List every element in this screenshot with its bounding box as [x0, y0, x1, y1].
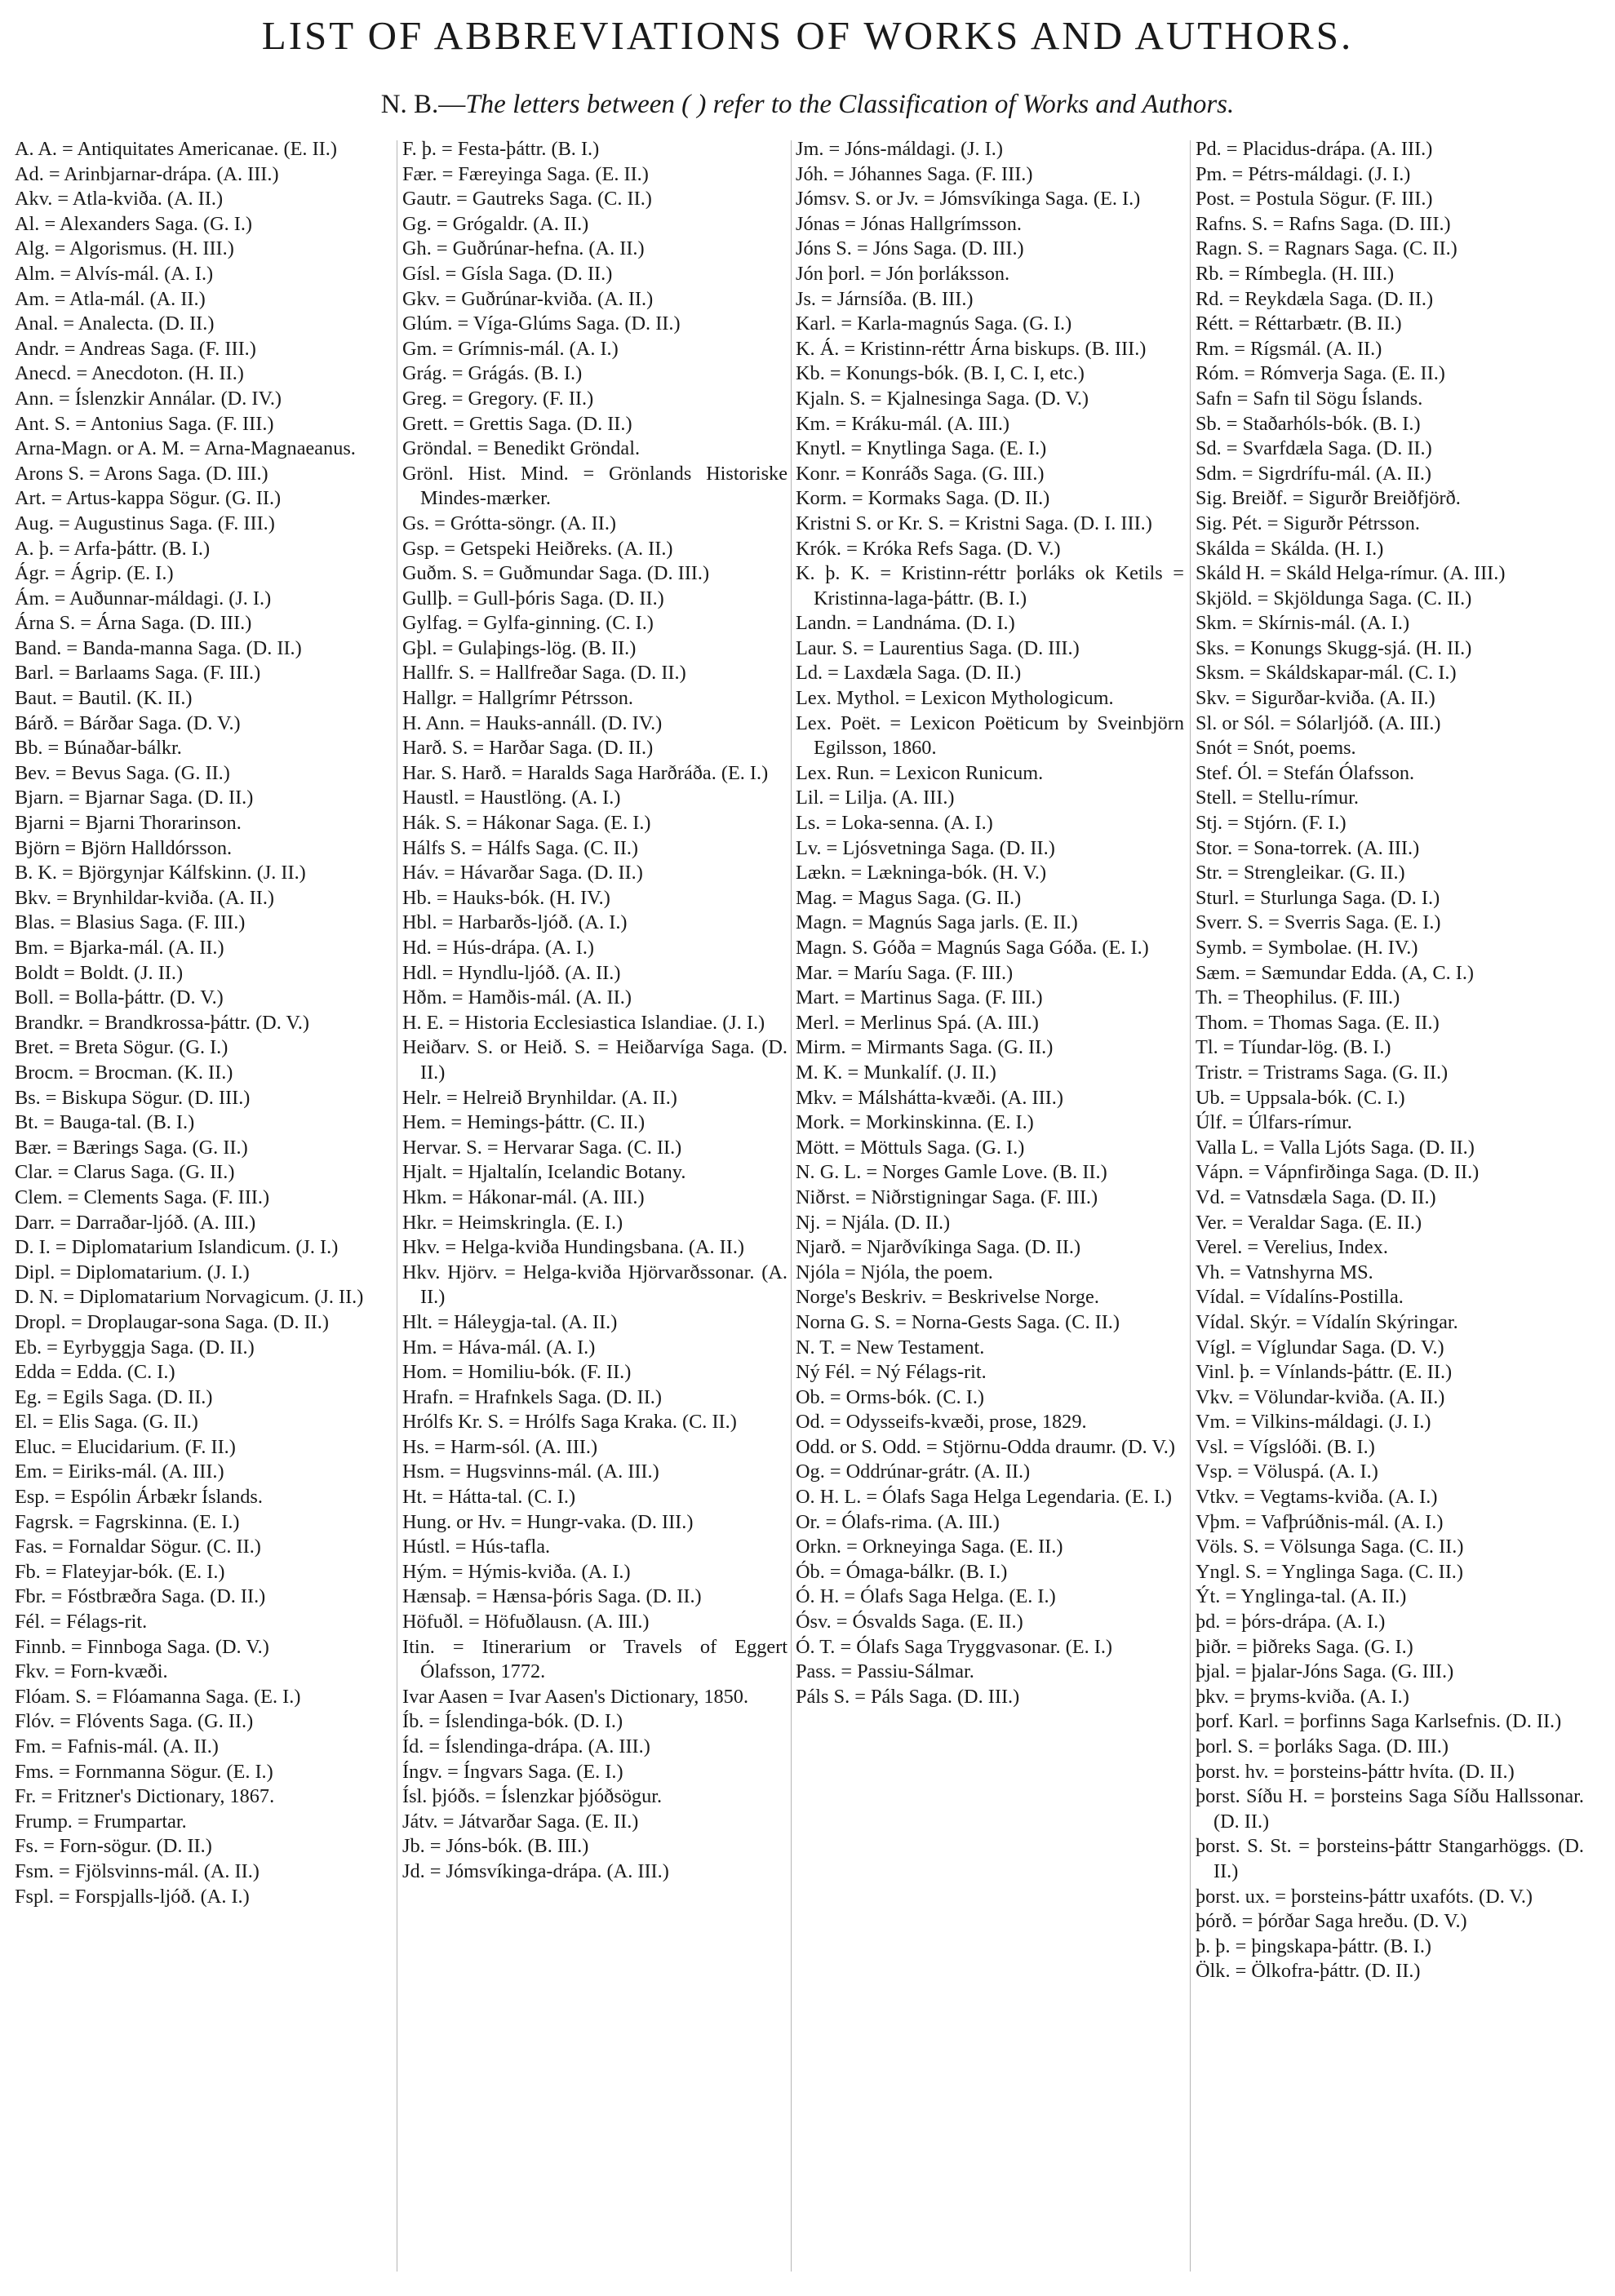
abbreviation-entry: Mag. = Magus Saga. (G. II.) [796, 886, 1022, 909]
abbreviation-entry: Skáld H. = Skáld Helga-rímur. (A. III.) [1196, 562, 1506, 585]
abbreviation-entry: Hðm. = Hamðis-mál. (A. II.) [402, 986, 632, 1009]
abbreviation-entry: Anecd. = Anecdoton. (H. II.) [15, 362, 244, 385]
abbreviation-entry: Brandkr. = Brandkrossa-þáttr. (D. V.) [15, 1011, 310, 1034]
abbreviation-entry: Dipl. = Diplomatarium. (J. I.) [15, 1261, 250, 1283]
abbreviation-entry: Heiðarv. S. or Heið. S. = Heiðarvíga Saga. (D. II.) [402, 1036, 788, 1084]
column-rule [791, 140, 792, 2272]
abbreviation-entry: Ó. T. = Ólafs Saga Tryggvasonar. (E. I.) [796, 1635, 1113, 1658]
abbreviation-entry: Merl. = Merlinus Spá. (A. III.) [796, 1011, 1039, 1034]
abbreviation-entry: Hd. = Hús-drápa. (A. I.) [402, 937, 595, 959]
abbreviation-entry: Art. = Artus-kappa Sögur. (G. II.) [15, 487, 282, 510]
abbreviation-entry: K. þ. K. = Kristinn-réttr þorláks ok Ketils = Kristinna-laga-þáttr. (B. I.) [796, 562, 1184, 609]
abbreviation-entry: Vh. = Vatnshyrna MS. [1196, 1261, 1373, 1283]
abbreviation-entry: Edda = Edda. (C. I.) [15, 1361, 175, 1384]
abbreviation-entry: Ób. = Ómaga-bálkr. (B. I.) [796, 1560, 1008, 1583]
abbreviation-entry: Th. = Theophilus. (F. III.) [1196, 986, 1400, 1009]
abbreviation-entry: Od. = Odysseifs-kvæði, prose, 1829. [796, 1411, 1087, 1434]
abbreviation-entry: Aug. = Augustinus Saga. (F. III.) [15, 512, 275, 534]
abbreviation-entry: Hallfr. S. = Hallfreðar Saga. (D. II.) [402, 662, 686, 685]
abbreviation-entry: Björn = Björn Halldórsson. [15, 836, 233, 859]
abbreviation-entry: Alg. = Algorismus. (H. III.) [15, 237, 234, 260]
abbreviation-entry: Blas. = Blasius Saga. (F. III.) [15, 911, 246, 934]
abbreviation-entry: Haustl. = Haustlöng. (A. I.) [402, 787, 621, 809]
abbreviation-entry: Andr. = Andreas Saga. (F. III.) [15, 337, 256, 360]
abbreviation-entry: Sig. Breiðf. = Sigurðr Breiðfjörð. [1196, 487, 1461, 510]
abbreviation-entry: Barl. = Barlaams Saga. (F. III.) [15, 662, 261, 685]
abbreviation-entry: Frump. = Frumpartar. [15, 1810, 187, 1833]
abbreviation-entry: Íd. = Íslendinga-drápa. (A. III.) [402, 1735, 650, 1757]
abbreviation-entry: Mkv. = Málshátta-kvæði. (A. III.) [796, 1086, 1063, 1109]
abbreviation-entry: Grönl. Hist. Mind. = Grönlands Historiske Mindes-mærker. [402, 462, 788, 510]
abbreviation-entry: Ls. = Loka-senna. (A. I.) [796, 812, 993, 835]
abbreviation-entry: Clem. = Clements Saga. (F. III.) [15, 1186, 270, 1208]
abbreviation-entry: Bev. = Bevus Saga. (G. II.) [15, 761, 230, 784]
abbreviation-entry: Ragn. S. = Ragnars Saga. (C. II.) [1196, 237, 1457, 260]
abbreviation-entry: Nj. = Njála. (D. II.) [796, 1211, 951, 1234]
abbreviation-entry: þórð. = þórðar Saga hreðu. (D. V.) [1196, 1910, 1467, 1933]
abbreviation-entry: Grett. = Grettis Saga. (D. II.) [402, 412, 632, 435]
abbreviation-entry: Eb. = Eyrbyggja Saga. (D. II.) [15, 1336, 255, 1359]
abbreviation-entry: Skm. = Skírnis-mál. (A. I.) [1196, 612, 1410, 635]
abbreviation-entry: Norge's Beskriv. = Beskrivelse Norge. [796, 1286, 1099, 1309]
abbreviation-entry: Har. S. Harð. = Haralds Saga Harðráða. (E. I.) [402, 761, 769, 784]
abbreviation-entry: Róm. = Rómverja Saga. (E. II.) [1196, 362, 1445, 385]
abbreviation-entry: Bt. = Bauga-tal. (B. I.) [15, 1111, 195, 1134]
abbreviation-entry: Band. = Banda-manna Saga. (D. II.) [15, 636, 302, 659]
abbreviation-entry: Fsm. = Fjölsvinns-mál. (A. II.) [15, 1859, 260, 1882]
abbreviation-entry: D. N. = Diplomatarium Norvagicum. (J. II.) [15, 1286, 364, 1309]
abbreviation-entry: Hem. = Hemings-þáttr. (C. II.) [402, 1111, 646, 1134]
abbreviation-entry: Vtkv. = Vegtams-kviða. (A. I.) [1196, 1486, 1438, 1509]
abbreviation-entry: Hkv. = Helga-kviða Hundingsbana. (A. II.) [402, 1236, 744, 1259]
abbreviation-entry: Alm. = Alvís-mál. (A. I.) [15, 262, 214, 285]
abbreviation-entry: Gröndal. = Benedikt Gröndal. [402, 437, 641, 460]
abbreviation-entry: Mart. = Martinus Saga. (F. III.) [796, 986, 1043, 1009]
abbreviation-entry: Njóla = Njóla, the poem. [796, 1261, 993, 1283]
abbreviation-entry: Rafns. S. = Rafns Saga. (D. III.) [1196, 212, 1451, 235]
abbreviation-entry: Landn. = Landnáma. (D. I.) [796, 612, 1015, 635]
abbreviation-entry: Fb. = Flateyjar-bók. (E. I.) [15, 1560, 225, 1583]
abbreviation-entry: Hsm. = Hugsvinns-mál. (A. III.) [402, 1460, 659, 1483]
abbreviation-entry: Mött. = Möttuls Saga. (G. I.) [796, 1136, 1025, 1159]
abbreviation-entry: Skálda = Skálda. (H. I.) [1196, 537, 1384, 560]
abbreviation-entry: Rm. = Rígsmál. (A. II.) [1196, 337, 1382, 360]
abbreviation-entry: Stor. = Sona-torrek. (A. III.) [1196, 836, 1420, 859]
abbreviation-entry: Fm. = Fafnis-mál. (A. II.) [15, 1735, 219, 1757]
abbreviation-entry: Thom. = Thomas Saga. (E. II.) [1196, 1011, 1440, 1034]
abbreviation-entry: Yngl. S. = Ynglinga Saga. (C. II.) [1196, 1560, 1463, 1583]
abbreviation-entry: Ný Fél. = Ný Félags-rit. [796, 1361, 987, 1384]
abbreviation-entry: Krók. = Króka Refs Saga. (D. V.) [796, 537, 1061, 560]
abbreviation-entry: Konr. = Konráðs Saga. (G. III.) [796, 462, 1045, 485]
abbreviation-entry: Magn. = Magnús Saga jarls. (E. II.) [796, 911, 1078, 934]
abbreviation-entry: B. K. = Björgynjar Kálfskinn. (J. II.) [15, 862, 306, 884]
abbreviation-entry: Úlf. = Úlfars-rímur. [1196, 1111, 1352, 1134]
abbreviation-entry: Magn. S. Góða = Magnús Saga Góða. (E. I.) [796, 937, 1149, 959]
abbreviation-entry: Gm. = Grímnis-mál. (A. I.) [402, 337, 619, 360]
abbreviation-entry: Vkv. = Völundar-kviða. (A. II.) [1196, 1385, 1445, 1408]
abbreviation-entry: Str. = Strengleikar. (G. II.) [1196, 862, 1405, 884]
abbreviation-entry: þorst. Síðu H. = þorsteins Saga Síðu Hallssonar. (D. II.) [1196, 1785, 1584, 1833]
abbreviation-entry: Pm. = Pétrs-máldagi. (J. I.) [1196, 162, 1411, 185]
abbreviation-entry: Esp. = Espólin Árbækr Íslands. [15, 1486, 263, 1509]
abbreviation-entry: Lex. Mythol. = Lexicon Mythologicum. [796, 687, 1114, 710]
abbreviation-entry: Fél. = Félags-rit. [15, 1611, 148, 1633]
abbreviation-entry: Fs. = Forn-sögur. (D. II.) [15, 1835, 212, 1858]
abbreviation-entry: Boldt = Boldt. (J. II.) [15, 961, 184, 984]
abbreviation-entry: Knytl. = Knytlinga Saga. (E. I.) [796, 437, 1047, 460]
abbreviation-entry: Anal. = Analecta. (D. II.) [15, 312, 215, 335]
abbreviation-entry: Ob. = Orms-bók. (C. I.) [796, 1385, 984, 1408]
abbreviation-entry: Al. = Alexanders Saga. (G. I.) [15, 212, 253, 235]
abbreviation-entry: Hrafn. = Hrafnkels Saga. (D. II.) [402, 1385, 662, 1408]
abbreviation-entry: Finnb. = Finnboga Saga. (D. V.) [15, 1635, 269, 1658]
abbreviation-entry: Kjaln. S. = Kjalnesinga Saga. (D. V.) [796, 387, 1089, 410]
abbreviation-entry: Hálfs S. = Hálfs Saga. (C. II.) [402, 836, 639, 859]
abbreviation-entry: þkv. = þryms-kviða. (A. I.) [1196, 1685, 1409, 1708]
abbreviation-entry: Or. = Ólafs-rima. (A. III.) [796, 1510, 1000, 1533]
abbreviation-entry: Jóh. = Jóhannes Saga. (F. III.) [796, 162, 1033, 185]
abbreviation-entry: Hák. S. = Hákonar Saga. (E. I.) [402, 812, 651, 835]
abbreviation-entry: Ágr. = Ágrip. (E. I.) [15, 562, 174, 585]
abbreviation-entry: Flóam. S. = Flóamanna Saga. (E. I.) [15, 1685, 301, 1708]
abbreviation-entry: Grág. = Grágás. (B. I.) [402, 362, 583, 385]
abbreviation-entry: Ld. = Laxdæla Saga. (D. II.) [796, 662, 1022, 685]
abbreviation-entry: Sks. = Konungs Skugg-sjá. (H. II.) [1196, 636, 1472, 659]
abbreviation-entry: Helr. = Helreið Brynhildar. (A. II.) [402, 1086, 677, 1109]
nb-label: N. B.— [380, 90, 466, 119]
abbreviation-entry: Hrólfs Kr. S. = Hrólfs Saga Kraka. (C. II.) [402, 1411, 737, 1434]
abbreviation-entry: El. = Elis Saga. (G. II.) [15, 1411, 198, 1434]
abbreviation-entry: Odd. or S. Odd. = Stjörnu-Odda draumr. (D. V.) [796, 1435, 1175, 1458]
column-rule [1190, 140, 1191, 2272]
abbreviation-entry: Dropl. = Droplaugar-sona Saga. (D. II.) [15, 1310, 329, 1333]
abbreviation-entry: Hb. = Hauks-bók. (H. IV.) [402, 886, 610, 909]
abbreviation-entry: Kb. = Konungs-bók. (B. I, C. I, etc.) [796, 362, 1085, 385]
abbreviation-entry: Bær. = Bærings Saga. (G. II.) [15, 1136, 248, 1159]
abbreviation-entry: Sksm. = Skáldskapar-mál. (C. I.) [1196, 662, 1457, 685]
abbreviation-entry: Jóns S. = Jóns Saga. (D. III.) [796, 237, 1024, 260]
abbreviation-entry: Sverr. S. = Sverris Saga. (E. I.) [1196, 911, 1441, 934]
abbreviation-entry: Hbl. = Harbarðs-ljóð. (A. I.) [402, 911, 628, 934]
abbreviation-entry: Ám. = Auðunnar-máldagi. (J. I.) [15, 587, 272, 609]
abbreviation-column-1 [15, 137, 392, 2275]
abbreviation-entry: Völs. S. = Völsunga Saga. (C. II.) [1196, 1536, 1464, 1558]
abbreviation-entry: Baut. = Bautil. (K. II.) [15, 687, 193, 710]
abbreviation-entry: Km. = Kráku-mál. (A. III.) [796, 412, 1009, 435]
abbreviation-entry: þd. = þórs-drápa. (A. I.) [1196, 1611, 1386, 1633]
abbreviation-entry: Harð. S. = Harðar Saga. (D. II.) [402, 737, 654, 760]
abbreviation-entry: Fas. = Fornaldar Sögur. (C. II.) [15, 1536, 261, 1558]
abbreviation-entry: A. A. = Antiquitates Americanae. (E. II.) [15, 138, 337, 160]
abbreviation-entry: M. K. = Munkalíf. (J. II.) [796, 1061, 996, 1084]
abbreviation-entry: þorf. Karl. = þorfinns Saga Karlsefnis. (D. II.) [1196, 1710, 1562, 1733]
abbreviation-entry: Sæm. = Sæmundar Edda. (A, C. I.) [1196, 961, 1475, 984]
abbreviation-entry: Fspl. = Forspjalls-ljóð. (A. I.) [15, 1885, 250, 1908]
abbreviation-entry: Sturl. = Sturlunga Saga. (D. I.) [1196, 886, 1440, 909]
abbreviation-entry: Sl. or Sól. = Sólarljóð. (A. III.) [1196, 711, 1441, 734]
abbreviation-entry: Hkv. Hjörv. = Helga-kviða Hjörvarðssonar. (A. II.) [402, 1261, 788, 1309]
abbreviation-entry: Gísl. = Gísla Saga. (D. II.) [402, 262, 613, 285]
abbreviation-entry: Hkm. = Hákonar-mál. (A. III.) [402, 1186, 645, 1208]
abbreviation-entry: Karl. = Karla-magnús Saga. (G. I.) [796, 312, 1072, 335]
abbreviation-entry: Mork. = Morkinskinna. (E. I.) [796, 1111, 1034, 1134]
abbreviation-entry: Mirm. = Mirmants Saga. (G. II.) [796, 1036, 1054, 1059]
abbreviation-entry: Gkv. = Guðrúnar-kviða. (A. II.) [402, 287, 654, 310]
abbreviation-entry: Hlt. = Háleygja-tal. (A. II.) [402, 1310, 618, 1333]
abbreviation-column-2 [402, 137, 788, 2275]
abbreviation-entry: Rd. = Reykdæla Saga. (D. II.) [1196, 287, 1434, 310]
abbreviation-entry: Vinl. þ. = Vínlands-þáttr. (E. II.) [1196, 1361, 1453, 1384]
abbreviation-entry: Orkn. = Orkneyinga Saga. (E. II.) [796, 1536, 1063, 1558]
abbreviation-entry: þorst. ux. = þorsteins-þáttr uxafóts. (D. V.) [1196, 1885, 1533, 1908]
abbreviation-entry: þorl. S. = þorláks Saga. (D. III.) [1196, 1735, 1449, 1757]
abbreviation-entry: Greg. = Gregory. (F. II.) [402, 387, 594, 410]
abbreviation-entry: Hdl. = Hyndlu-ljóð. (A. II.) [402, 961, 621, 984]
abbreviation-entry: Hjalt. = Hjaltalín, Icelandic Botany. [402, 1161, 686, 1184]
abbreviation-entry: Safn = Safn til Sögu Íslands. [1196, 387, 1423, 410]
abbreviation-entry: Clar. = Clarus Saga. (G. II.) [15, 1161, 235, 1184]
abbreviation-entry: Valla L. = Valla Ljóts Saga. (D. II.) [1196, 1136, 1475, 1159]
abbreviation-entry: Ýt. = Ynglinga-tal. (A. II.) [1196, 1585, 1407, 1608]
abbreviation-entry: Vídal. = Vídalíns-Postilla. [1196, 1286, 1404, 1309]
abbreviation-entry: Jm. = Jóns-máldagi. (J. I.) [796, 138, 1003, 160]
abbreviation-column-3 [796, 137, 1184, 2275]
abbreviation-entry: Ht. = Hátta-tal. (C. I.) [402, 1486, 576, 1509]
abbreviation-entry: Lex. Run. = Lexicon Runicum. [796, 761, 1044, 784]
abbreviation-entry: Hænsaþ. = Hænsa-þóris Saga. (D. II.) [402, 1585, 702, 1608]
abbreviation-entry: Páls S. = Páls Saga. (D. III.) [796, 1685, 1020, 1708]
abbreviation-entry: Gylfag. = Gylfa-ginning. (C. I.) [402, 612, 654, 635]
abbreviation-entry: þorst. hv. = þorsteins-þáttr hvíta. (D. II.) [1196, 1760, 1515, 1783]
abbreviation-entry: Ivar Aasen = Ivar Aasen's Dictionary, 1850. [402, 1685, 749, 1708]
abbreviation-entry: Guðm. S. = Guðmundar Saga. (D. III.) [402, 562, 710, 585]
page-note [0, 88, 1615, 121]
abbreviation-entry: Pd. = Placidus-drápa. (A. III.) [1196, 138, 1433, 160]
abbreviation-entry: Ósv. = Ósvalds Saga. (E. II.) [796, 1611, 1023, 1633]
abbreviation-entry: Hom. = Homiliu-bók. (F. II.) [402, 1361, 632, 1384]
abbreviation-entry: Hervar. S. = Hervarar Saga. (C. II.) [402, 1136, 682, 1159]
abbreviation-entry: Pass. = Passiu-Sálmar. [796, 1660, 974, 1683]
abbreviation-entry: Hung. or Hv. = Hungr-vaka. (D. III.) [402, 1510, 694, 1533]
abbreviation-entry: Ölk. = Ölkofra-þáttr. (D. II.) [1196, 1960, 1421, 1983]
abbreviation-entry: Lex. Poët. = Lexicon Poëticum by Sveinbjörn Egilsson, 1860. [796, 711, 1184, 760]
abbreviation-entry: Gautr. = Gautreks Saga. (C. II.) [402, 188, 652, 211]
abbreviation-entry: Snót = Snót, poems. [1196, 737, 1356, 760]
abbreviation-entry: Vsl. = Vígslóði. (B. I.) [1196, 1435, 1375, 1458]
abbreviation-entry: Jón þorl. = Jón þorláksson. [796, 262, 1010, 285]
abbreviation-entry: Gs. = Grótta-söngr. (A. II.) [402, 512, 617, 534]
abbreviation-entry: Ísl. þjóðs. = Íslenzkar þjóðsögur. [402, 1785, 663, 1808]
abbreviation-entry: Skjöld. = Skjöldunga Saga. (C. II.) [1196, 587, 1472, 609]
abbreviation-entry: Hs. = Harm-sól. (A. III.) [402, 1435, 598, 1458]
abbreviation-entry: Bjarni = Bjarni Thorarinson. [15, 812, 242, 835]
abbreviation-entry: Glúm. = Víga-Glúms Saga. (D. II.) [402, 312, 681, 335]
abbreviation-entry: Jb. = Jóns-bók. (B. III.) [402, 1835, 589, 1858]
abbreviation-entry: Rb. = Rímbegla. (H. III.) [1196, 262, 1395, 285]
abbreviation-entry: Fms. = Fornmanna Sögur. (E. I.) [15, 1760, 273, 1783]
abbreviation-entry: Ver. = Veraldar Saga. (E. II.) [1196, 1211, 1422, 1234]
abbreviation-entry: Tl. = Tíundar-lög. (B. I.) [1196, 1036, 1391, 1059]
abbreviation-entry: þiðr. = þiðreks Saga. (G. I.) [1196, 1635, 1413, 1658]
abbreviation-entry: Hým. = Hýmis-kviða. (A. I.) [402, 1560, 631, 1583]
abbreviation-entry: Lv. = Ljósvetninga Saga. (D. II.) [796, 836, 1055, 859]
abbreviation-entry: Vápn. = Vápnfirðinga Saga. (D. II.) [1196, 1161, 1480, 1184]
abbreviation-entry: D. I. = Diplomatarium Islandicum. (J. I.) [15, 1236, 339, 1259]
abbreviation-entry: Bb. = Búnaðar-bálkr. [15, 737, 182, 760]
abbreviation-entry: Js. = Járnsíða. (B. III.) [796, 287, 974, 310]
abbreviation-entry: Ad. = Arinbjarnar-drápa. (A. III.) [15, 162, 279, 185]
abbreviation-entry: Lil. = Lilja. (A. III.) [796, 787, 955, 809]
abbreviation-entry: Sb. = Staðarhóls-bók. (B. I.) [1196, 412, 1421, 435]
abbreviation-entry: Hm. = Háva-mál. (A. I.) [402, 1336, 596, 1359]
abbreviation-entry: Bkv. = Brynhildar-kviða. (A. II.) [15, 886, 274, 909]
abbreviation-entry: Gg. = Grógaldr. (A. II.) [402, 212, 589, 235]
abbreviation-entry: Fkv. = Forn-kvæði. [15, 1660, 168, 1683]
abbreviation-entry: H. E. = Historia Ecclesiastica Islandiae. (J. I.) [402, 1011, 765, 1034]
abbreviation-entry: Itin. = Itinerarium or Travels of Eggert Ólafsson, 1772. [402, 1635, 788, 1683]
abbreviation-entry: Bjarn. = Bjarnar Saga. (D. II.) [15, 787, 254, 809]
abbreviation-entry: Stef. Ól. = Stefán Ólafsson. [1196, 761, 1415, 784]
abbreviation-entry: O. H. L. = Ólafs Saga Helga Legendaria. (E. I.) [796, 1486, 1173, 1509]
abbreviation-entry: Njarð. = Njarðvíkinga Saga. (D. II.) [796, 1236, 1081, 1259]
abbreviation-entry: Háv. = Hávarðar Saga. (D. II.) [402, 862, 643, 884]
abbreviation-entry: Vm. = Vilkins-máldagi. (J. I.) [1196, 1411, 1431, 1434]
abbreviation-entry: N. G. L. = Norges Gamle Love. (B. II.) [796, 1161, 1107, 1184]
abbreviation-entry: Hústl. = Hús-tafla. [402, 1536, 551, 1558]
abbreviation-entry: Sd. = Svarfdæla Saga. (D. II.) [1196, 437, 1432, 460]
abbreviation-entry: Fagrsk. = Fagrskinna. (E. I.) [15, 1510, 240, 1533]
abbreviation-column-4 [1196, 137, 1584, 2275]
abbreviation-entry: þorst. S. St. = þorsteins-þáttr Stangarhöggs. (D. II.) [1196, 1835, 1584, 1882]
abbreviation-entry: Árna S. = Árna Saga. (D. III.) [15, 612, 252, 635]
page-title: LIST OF ABBREVIATIONS OF WORKS AND AUTHORS. [261, 13, 1354, 58]
abbreviation-entry: Höfuðl. = Höfuðlausn. (A. III.) [402, 1611, 650, 1633]
abbreviation-entry: Arna-Magn. or A. M. = Arna-Magnaeanus. [15, 437, 356, 460]
abbreviation-entry: Mar. = Maríu Saga. (F. III.) [796, 961, 1014, 984]
abbreviation-entry: Eg. = Egils Saga. (D. II.) [15, 1385, 213, 1408]
classification-note: The letters between ( ) refer to the Classification of Works and Authors. [465, 90, 1235, 119]
abbreviation-entry: Gþl. = Gulaþings-lög. (B. II.) [402, 636, 637, 659]
abbreviation-entry: Akv. = Atla-kviða. (A. II.) [15, 188, 224, 211]
abbreviation-entry: Jómsv. S. or Jv. = Jómsvíkinga Saga. (E. I.) [796, 188, 1141, 211]
abbreviation-entry: Laur. S. = Laurentius Saga. (D. III.) [796, 636, 1080, 659]
abbreviation-entry: þjal. = þjalar-Jóns Saga. (G. III.) [1196, 1660, 1454, 1683]
abbreviation-entry: N. T. = New Testament. [796, 1336, 985, 1359]
abbreviation-entry: Ann. = Íslenzkir Annálar. (D. IV.) [15, 387, 282, 410]
abbreviation-entry: Jd. = Jómsvíkinga-drápa. (A. III.) [402, 1859, 669, 1882]
abbreviation-entry: Verel. = Verelius, Index. [1196, 1236, 1388, 1259]
abbreviation-entry: Fær. = Færeyinga Saga. (E. II.) [402, 162, 649, 185]
abbreviation-entry: Íngv. = Íngvars Saga. (E. I.) [402, 1760, 623, 1783]
abbreviation-entry: Ant. S. = Antonius Saga. (F. III.) [15, 412, 274, 435]
abbreviation-entry: Brocm. = Brocman. (K. II.) [15, 1061, 233, 1084]
abbreviation-entry: Gullþ. = Gull-þóris Saga. (D. II.) [402, 587, 664, 609]
abbreviation-entry: Bm. = Bjarka-mál. (A. II.) [15, 937, 224, 959]
abbreviation-entry: Ub. = Uppsala-bók. (C. I.) [1196, 1086, 1405, 1109]
abbreviation-entry: H. Ann. = Hauks-annáll. (D. IV.) [402, 711, 663, 734]
abbreviation-entry: Hallgr. = Hallgrímr Pétrsson. [402, 687, 633, 710]
abbreviation-entry: Skv. = Sigurðar-kviða. (A. II.) [1196, 687, 1435, 710]
abbreviation-entry: Post. = Postula Sögur. (F. III.) [1196, 188, 1433, 211]
abbreviation-entry: Fr. = Fritzner's Dictionary, 1867. [15, 1785, 275, 1808]
abbreviation-entry: Gsp. = Getspeki Heiðreks. (A. II.) [402, 537, 673, 560]
abbreviation-entry: Lækn. = Lækninga-bók. (H. V.) [796, 862, 1047, 884]
abbreviation-entry: Vídal. Skýr. = Vídalín Skýringar. [1196, 1310, 1458, 1333]
abbreviation-entry: þ. þ. = þingskapa-þáttr. (B. I.) [1196, 1935, 1432, 1957]
abbreviation-entry: Symb. = Symbolae. (H. IV.) [1196, 937, 1418, 959]
abbreviation-entry: Hkr. = Heimskringla. (E. I.) [402, 1211, 623, 1234]
abbreviation-entry: Norna G. S. = Norna-Gests Saga. (C. II.) [796, 1310, 1120, 1333]
abbreviation-entry: Rétt. = Réttarbætr. (B. II.) [1196, 312, 1402, 335]
abbreviation-entry: Ó. H. = Ólafs Saga Helga. (E. I.) [796, 1585, 1056, 1608]
abbreviation-entry: Játv. = Játvarðar Saga. (E. II.) [402, 1810, 639, 1833]
abbreviation-entry: K. Á. = Kristinn-réttr Árna biskups. (B. III.) [796, 337, 1147, 360]
abbreviation-entry: Jónas = Jónas Hallgrímsson. [796, 212, 1022, 235]
abbreviation-entry: Vþm. = Vafþrúðnis-mál. (A. I.) [1196, 1510, 1444, 1533]
abbreviation-entry: Darr. = Darraðar-ljóð. (A. III.) [15, 1211, 256, 1234]
abbreviation-entry: Korm. = Kormaks Saga. (D. II.) [796, 487, 1050, 510]
abbreviation-entry: Eluc. = Elucidarium. (F. II.) [15, 1435, 236, 1458]
abbreviation-entry: Og. = Oddrúnar-grátr. (A. II.) [796, 1460, 1031, 1483]
abbreviation-entry: Bs. = Biskupa Sögur. (D. III.) [15, 1086, 251, 1109]
abbreviation-entry: Boll. = Bolla-þáttr. (D. V.) [15, 986, 224, 1009]
abbreviation-entry: Vsp. = Völuspá. (A. I.) [1196, 1460, 1378, 1483]
abbreviation-entry: Em. = Eiriks-mál. (A. III.) [15, 1460, 224, 1483]
abbreviation-entry: Stell. = Stellu-rímur. [1196, 787, 1359, 809]
abbreviation-entry: Niðrst. = Niðrstigningar Saga. (F. III.) [796, 1186, 1098, 1208]
abbreviation-entry: Kristni S. or Kr. S. = Kristni Saga. (D. I. III.) [796, 512, 1152, 534]
abbreviation-entry: Am. = Atla-mál. (A. II.) [15, 287, 206, 310]
abbreviation-entry: Sig. Pét. = Sigurðr Pétrsson. [1196, 512, 1420, 534]
abbreviation-entry: Stj. = Stjórn. (F. I.) [1196, 812, 1347, 835]
abbreviation-entry: Bárð. = Bárðar Saga. (D. V.) [15, 711, 241, 734]
abbreviation-entry: F. þ. = Festa-þáttr. (B. I.) [402, 138, 600, 160]
abbreviation-entry: Arons S. = Arons Saga. (D. III.) [15, 462, 268, 485]
abbreviation-entry: Sdm. = Sigrdrífu-mál. (A. II.) [1196, 462, 1432, 485]
abbreviation-entry: Íb. = Íslendinga-bók. (D. I.) [402, 1710, 623, 1733]
abbreviation-entry: Vd. = Vatnsdæla Saga. (D. II.) [1196, 1186, 1436, 1208]
abbreviation-entry: Vígl. = Víglundar Saga. (D. V.) [1196, 1336, 1444, 1359]
abbreviation-entry: Bret. = Breta Sögur. (G. I.) [15, 1036, 228, 1059]
abbreviation-entry: Fbr. = Fóstbræðra Saga. (D. II.) [15, 1585, 266, 1608]
abbreviation-entry: Flóv. = Flóvents Saga. (G. II.) [15, 1710, 254, 1733]
abbreviation-entry: Tristr. = Tristrams Saga. (G. II.) [1196, 1061, 1449, 1084]
abbreviation-entry: Gh. = Guðrúnar-hefna. (A. II.) [402, 237, 645, 260]
abbreviation-entry: A. þ. = Arfa-þáttr. (B. I.) [15, 537, 211, 560]
